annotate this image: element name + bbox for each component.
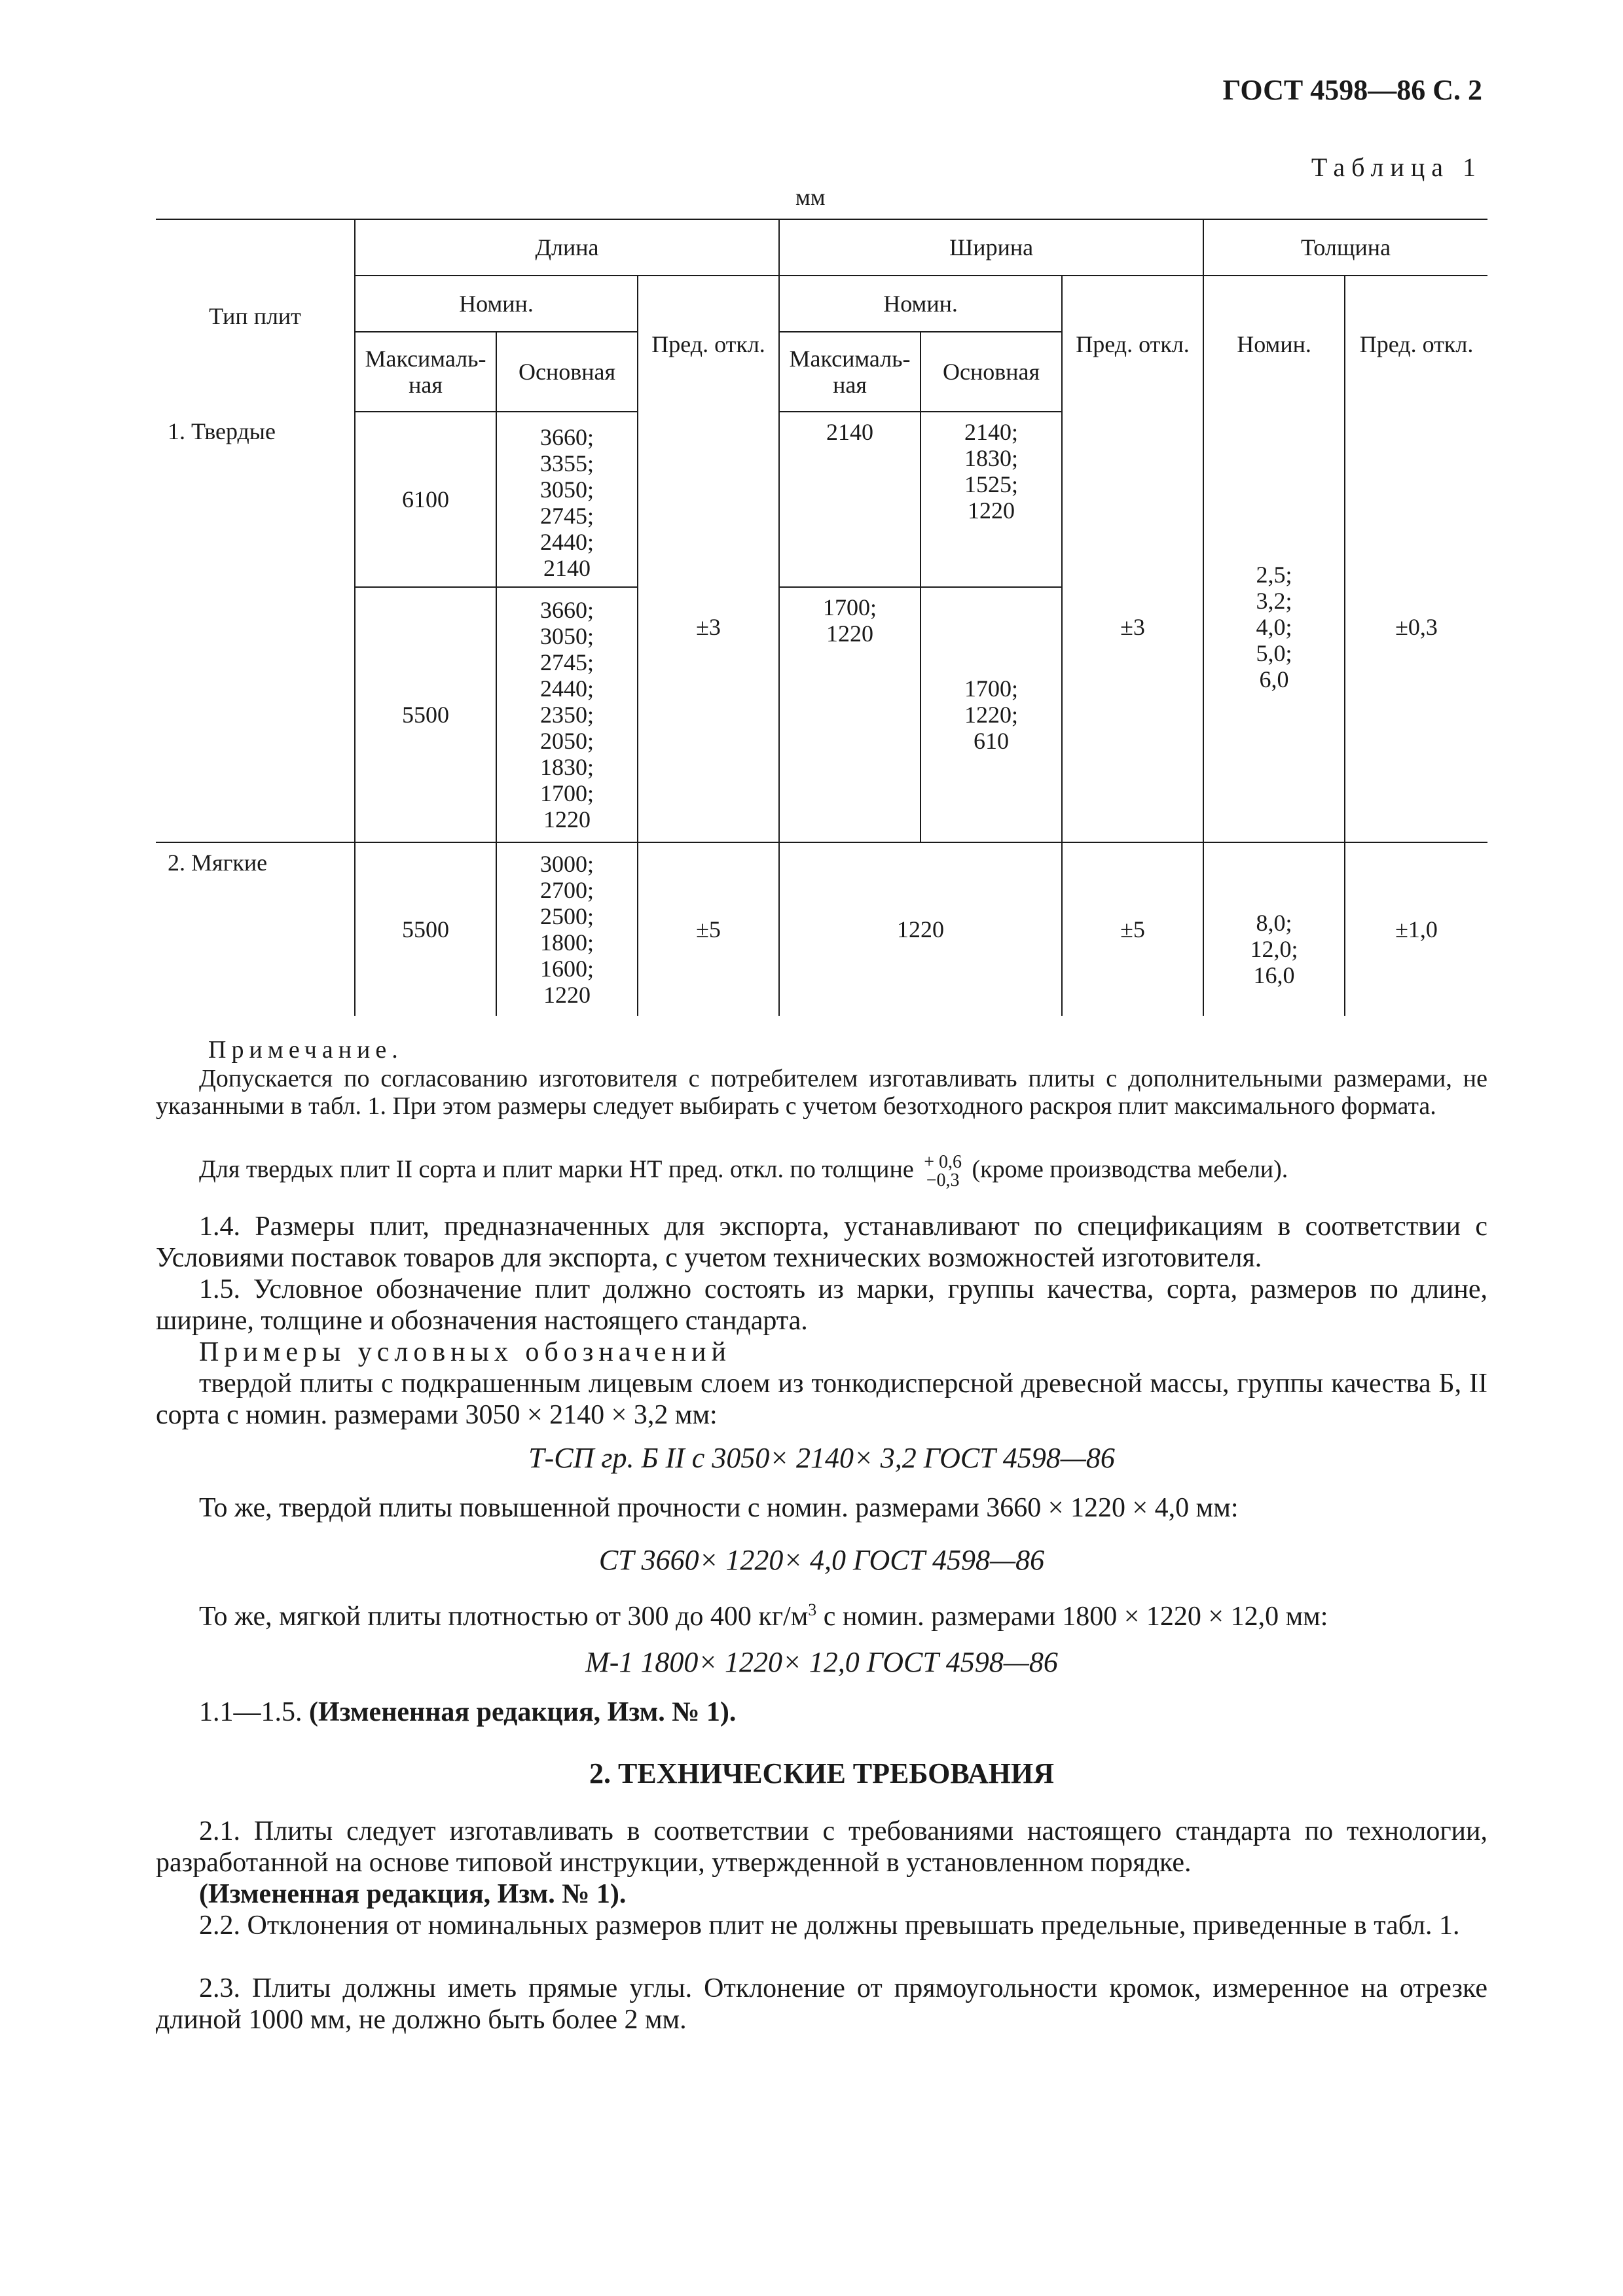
header-thickness: Толщина xyxy=(1203,219,1487,276)
hard-len-max-2: 5500 xyxy=(355,587,496,842)
note-heading: Примечание. xyxy=(208,1036,403,1064)
hard-len-main-1: 3660; 3355; 3050; 2745; 2440; 2140 xyxy=(496,412,638,587)
edition-note-2: (Измененная редакция, Изм. № 1). xyxy=(199,1879,627,1909)
example-2-formula: СТ 3660× 1220× 4,0 ГОСТ 4598—86 xyxy=(598,1544,1045,1576)
header-type: Тип плит xyxy=(156,219,355,412)
example-3-formula: М-1 1800× 1220× 12,0 ГОСТ 4598—86 xyxy=(585,1646,1058,1678)
hard-len-max-1: 6100 xyxy=(355,412,496,587)
soft-len-tol: ±5 xyxy=(638,842,779,1016)
header-width-max: Максималь- ная xyxy=(779,332,921,412)
example-3-text: То же, мягкой плиты плотностью от 300 до 400 $кг/м^3$ с номин. размерами 1800 × 1220 × 12,0 мм: xyxy=(199,1600,1328,1632)
hard-thick-tol: ±0,3 xyxy=(1345,412,1487,842)
header-thickness-nomin: Номин. xyxy=(1203,276,1345,412)
hard-len-main-2: 3660; 3050; 2745; 2440; 2350; 2050; 1830; 1700; 1220 xyxy=(496,587,638,842)
header-width: Ширина xyxy=(779,219,1203,276)
header-width-tol: Пред. откл. xyxy=(1062,276,1203,412)
header-length-max: Максималь- ная xyxy=(355,332,496,412)
note-paragraph-1: Допускается по согласованию изготовителя с потребителем изготавливать плиты с дополнительными размерами, не указанными в табл. 1. При этом размеры следует выбирать с учетом безотходного раскроя плит максимального формата. xyxy=(156,1065,1487,1120)
header-thickness-tol: Пред. откл. xyxy=(1345,276,1487,412)
table-unit: мм xyxy=(795,184,826,210)
row-hard-label: 1. Твердые xyxy=(168,418,276,444)
header-width-nomin: Номин. xyxy=(779,276,1062,332)
thickness-tolerance: + 0,6 −0,3 xyxy=(924,1152,962,1191)
paragraph-1-5: 1.5. Условное обозначение плит должно состоять из марки, группы качества, сорта, размеров по длине, ширине, толщине и обозначения настоящего стандарта. xyxy=(156,1274,1487,1336)
example-1-text: твердой плиты с подкрашенным лицевым слоем из тонкодисперсной древесной массы, группы качества Б, II сорта с номин. размерами 3050 × 2140 × 3,2 мм: xyxy=(156,1369,1487,1430)
row-soft-label: 2. Мягкие xyxy=(156,842,355,1016)
hard-wid-main-2: 1700; 1220; 610 xyxy=(921,587,1062,842)
dimensions-table xyxy=(156,219,1487,1016)
page-header: ГОСТ 4598—86 С. 2 xyxy=(1222,74,1482,106)
header-length-tol: Пред. откл. xyxy=(638,276,779,412)
examples-heading: Примеры условных обозначений xyxy=(199,1337,731,1367)
header-width-main: Основная xyxy=(921,332,1062,412)
note-paragraph-2: Для твердых плит II сорта и плит марки НТ пред. откл. по толщине + 0,6 −0,3 (кроме производства мебели). xyxy=(199,1152,1288,1191)
hard-wid-max-2: 1700; 1220 xyxy=(779,587,921,842)
soft-len-max: 5500 xyxy=(355,842,496,1016)
hard-wid-tol: ±3 xyxy=(1062,412,1203,842)
hard-len-tol: ±3 xyxy=(638,412,779,842)
paragraph-1-4: 1.4. Размеры плит, предназначенных для экспорта, устанавливают по спецификациям в соответствии с Условиями поставок товаров для экспорта, с учетом технических возможностей изготовителя. xyxy=(156,1211,1487,1273)
example-2-text: То же, твердой плиты повышенной прочности с номин. размерами 3660 × 1220 × 4,0 мм: xyxy=(199,1493,1239,1523)
soft-thick-tol: ±1,0 xyxy=(1345,842,1487,1016)
edition-note-1: 1.1—1.5. (Измененная редакция, Изм. № 1). xyxy=(199,1697,737,1727)
header-length-nomin: Номин. xyxy=(355,276,638,332)
hard-thick-nom: 2,5; 3,2; 4,0; 5,0; 6,0 xyxy=(1203,412,1345,842)
soft-wid-tol: ±5 xyxy=(1062,842,1203,1016)
hard-wid-max-1: 2140 xyxy=(779,412,921,587)
section-2-title: 2. ТЕХНИЧЕСКИЕ ТРЕБОВАНИЯ xyxy=(589,1757,1054,1789)
paragraph-2-1: 2.1. Плиты следует изготавливать в соответствии с требованиями настоящего стандарта по технологии, разработанной на основе типовой инструкции, утвержденной в установленном порядке. xyxy=(156,1816,1487,1878)
soft-thick-nom: 8,0; 12,0; 16,0 xyxy=(1203,842,1345,1016)
header-length: Длина xyxy=(355,219,779,276)
table-label: Таблица 1 xyxy=(1311,152,1482,182)
example-1-formula: Т-СП гр. Б II с 3050× 2140× 3,2 ГОСТ 4598—86 xyxy=(528,1442,1115,1474)
soft-wid: 1220 xyxy=(779,842,1062,1016)
header-length-main: Основная xyxy=(496,332,638,412)
paragraph-2-2: 2.2. Отклонения от номинальных размеров плит не должны превышать предельные, приведенные в табл. 1. xyxy=(199,1910,1460,1941)
soft-len-main: 3000; 2700; 2500; 1800; 1600; 1220 xyxy=(496,842,638,1016)
hard-wid-main-1: 2140; 1830; 1525; 1220 xyxy=(921,412,1062,587)
paragraph-2-3: 2.3. Плиты должны иметь прямые углы. Отклонение от прямоугольности кромок, измеренное на отрезке длиной 1000 мм, не должно быть более 2 мм. xyxy=(156,1973,1487,2035)
